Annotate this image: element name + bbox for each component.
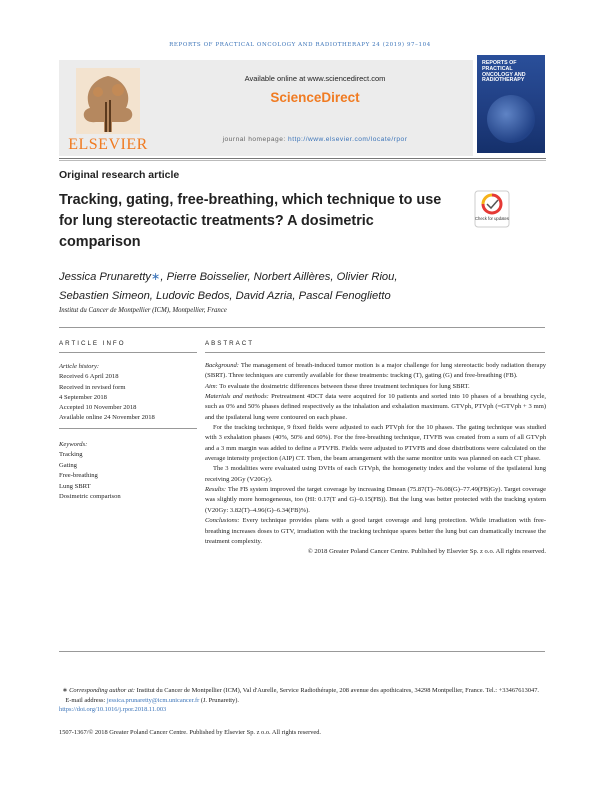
article-history — [59, 362, 199, 424]
journal-running-header: REPORTS OF PRACTICAL ONCOLOGY AND RADIOTHERAPY 24 (2019) 97–104 — [169, 42, 431, 48]
cover-title: REPORTS OF PRACTICAL ONCOLOGY AND RADIOTHERAPY — [482, 60, 526, 84]
article-info-heading: ARTICLE INFO — [59, 340, 126, 347]
sciencedirect-logo[interactable]: ScienceDirect — [270, 90, 360, 105]
abstract-bottom-rule — [59, 651, 545, 652]
email-link[interactable]: jessica.prunaretty@icm.unicancer.fr — [106, 696, 200, 704]
abstract-methods — [205, 392, 546, 423]
conclusions-text: Every technique provides plans with a good target coverage and lung protection. While irradiation with free-breathing increases doses to GTV, irradiation with the tracking technique spares better the lung but can dramatically increase the treatment complexity. — [205, 517, 546, 545]
cover-graphic-icon — [487, 95, 535, 143]
email-label: E-mail address: — [65, 696, 107, 704]
history-revised-2: 4 September 2018 — [59, 393, 107, 401]
background-text: The management of breath-induced tumor motion is a major challenge for lung stereotactic body radiation therapy (SBRT). Three techniques are currently available for these treatments: tracking (T), gating (G) and free-breathing (FB). — [205, 362, 546, 380]
corresponding-author-marker[interactable]: ∗ — [151, 271, 161, 283]
keyword-item: Lung SBRT — [59, 482, 91, 490]
abstract-copyright: © 2018 Greater Poland Cancer Centre. Published by Elsevier Sp. z o.o. All rights reserved. — [307, 548, 546, 556]
conclusions-label: Conclusions: — [205, 517, 240, 525]
abstract-tracking: For the tracking technique, 9 fixed fields were adjusted to each PTVph for the 10 phases. The gating technique was studied with 3 exhalation phases (40%, 50% and 60%). For the free-breathing technique, ITVFB was created from a sum of all GTVph and a 3 mm margin was added to define a PTVFB. Fields were adjusted to PTVFB and dose distributions were calculated on the average intensity projection (AIP) CT. Then, the beam arrangement with the same monitor units was planned on each CT phase. — [205, 424, 546, 463]
article-type: Original research article — [59, 169, 180, 181]
corresponding-text: Institut du Cancer de Montpellier (ICM), Val d'Aurelle, Service Radiothérapie, 208 avenue des apothicaires, 34298 Montpellier, France. Tel.: +33467613047. — [134, 687, 539, 694]
keywords-label: Keywords: — [59, 441, 88, 448]
section-divider — [59, 327, 545, 328]
author-list — [59, 268, 459, 306]
available-online-text: Available online at www.sciencedirect.com — [244, 74, 386, 83]
methods-label: Materials and methods: — [205, 393, 269, 401]
history-online: Available online 24 November 2018 — [59, 414, 155, 422]
check-for-updates-icon[interactable] — [474, 190, 510, 228]
abstract-body — [205, 361, 546, 558]
abstract-heading: ABSTRACT — [205, 340, 255, 347]
history-accepted: Accepted 10 November 2018 — [59, 404, 137, 412]
elsevier-wordmark: ELSEVIER — [68, 136, 148, 153]
doi-link[interactable]: https://doi.org/10.1016/j.rpor.2018.11.003 — [59, 706, 167, 714]
abstract-rule — [205, 352, 545, 353]
affiliation: Institut du Cancer de Montpellier (ICM), Montpellier, France — [59, 307, 227, 314]
footnote-star: ∗ — [62, 687, 68, 694]
check-for-updates-label: Check for updates — [475, 216, 509, 221]
journal-homepage-link[interactable]: http://www.elsevier.com/locate/rpor — [288, 136, 408, 143]
issn-copyright-line: 1507-1367/© 2018 Greater Poland Cancer Centre. Published by Elsevier Sp. z o.o. All rights reserved. — [59, 729, 322, 736]
abstract-aim — [205, 382, 546, 392]
background-label: Background: — [205, 362, 239, 369]
journal-cover-thumbnail[interactable] — [477, 55, 545, 153]
keyword-item: Gating — [59, 461, 77, 469]
article-info-rule — [59, 352, 197, 353]
abstract-background — [205, 361, 546, 382]
corresponding-author-name: Jessica Prunaretty — [59, 271, 152, 283]
article-title: Tracking, gating, free-breathing, which technique to use for lung stereotactic treatments? A dosimetric comparison — [59, 192, 442, 250]
abstract-conclusions — [205, 516, 546, 547]
history-received: Received 6 April 2018 — [59, 373, 119, 381]
corresponding-footnote — [59, 686, 545, 696]
corresponding-label: Corresponding author at: — [69, 687, 135, 694]
author-list-line1: , Pierre Boisselier, Norbert Aillères, Olivier Riou, — [160, 271, 398, 283]
journal-homepage — [160, 136, 470, 143]
results-label: Results: — [205, 486, 227, 494]
history-keywords-rule — [59, 428, 197, 429]
email-footnote — [59, 696, 545, 706]
email-suffix: (J. Prunaretty). — [199, 696, 239, 704]
header-rule-thin — [59, 160, 546, 161]
aim-label: Aim: — [205, 382, 218, 390]
results-text: The FB system improved the target coverage by increasing Dmean (75.87(T)–76.08(G)–77.49(FB)Gy). Target coverage was slightly more homogeneous, too (HI: 0.17(T and G)–0.15(FB)). But the lung was better protected with the tracking system (V20Gy: 3.82(T)–4.96(G)–6.34(FB)%). — [205, 486, 546, 514]
author-list-line2: Sebastien Simeon, Ludovic Bedos, David Azria, Pascal Fenoglietto — [59, 290, 391, 302]
keyword-item: Dosimetric comparison — [59, 493, 121, 501]
abstract-results — [205, 485, 546, 516]
footnote — [59, 686, 545, 715]
abstract-modalities: The 3 modalities were evaluated using DVHs of each GTVph, the homogeneity index and the volume of the ipsilateral lung receiving 20Gy (V20Gy). — [205, 465, 546, 483]
journal-homepage-label: journal homepage: — [222, 136, 289, 143]
keyword-item: Free-breathing — [59, 472, 98, 480]
aim-text: To evaluate the dosimetric differences between these three treatment techniques for lung SBRT. — [217, 382, 470, 390]
history-label: Article history: — [59, 363, 100, 370]
keywords — [59, 440, 199, 502]
methods-text: Pretreatment 4DCT data were acquired for 10 patients and sorted into 10 phases of a breathing cycle, such as 0% and 50% phases defined respectively as the inhalation and exhalation maximum. GTVph, PTVph (=GTVph + 3 mm) and the ipsilateral lung were contoured on each phase. — [205, 393, 546, 421]
history-revised-1: Received in revised form — [59, 383, 126, 391]
keyword-item: Tracking — [59, 451, 83, 459]
header-rule — [59, 158, 546, 159]
